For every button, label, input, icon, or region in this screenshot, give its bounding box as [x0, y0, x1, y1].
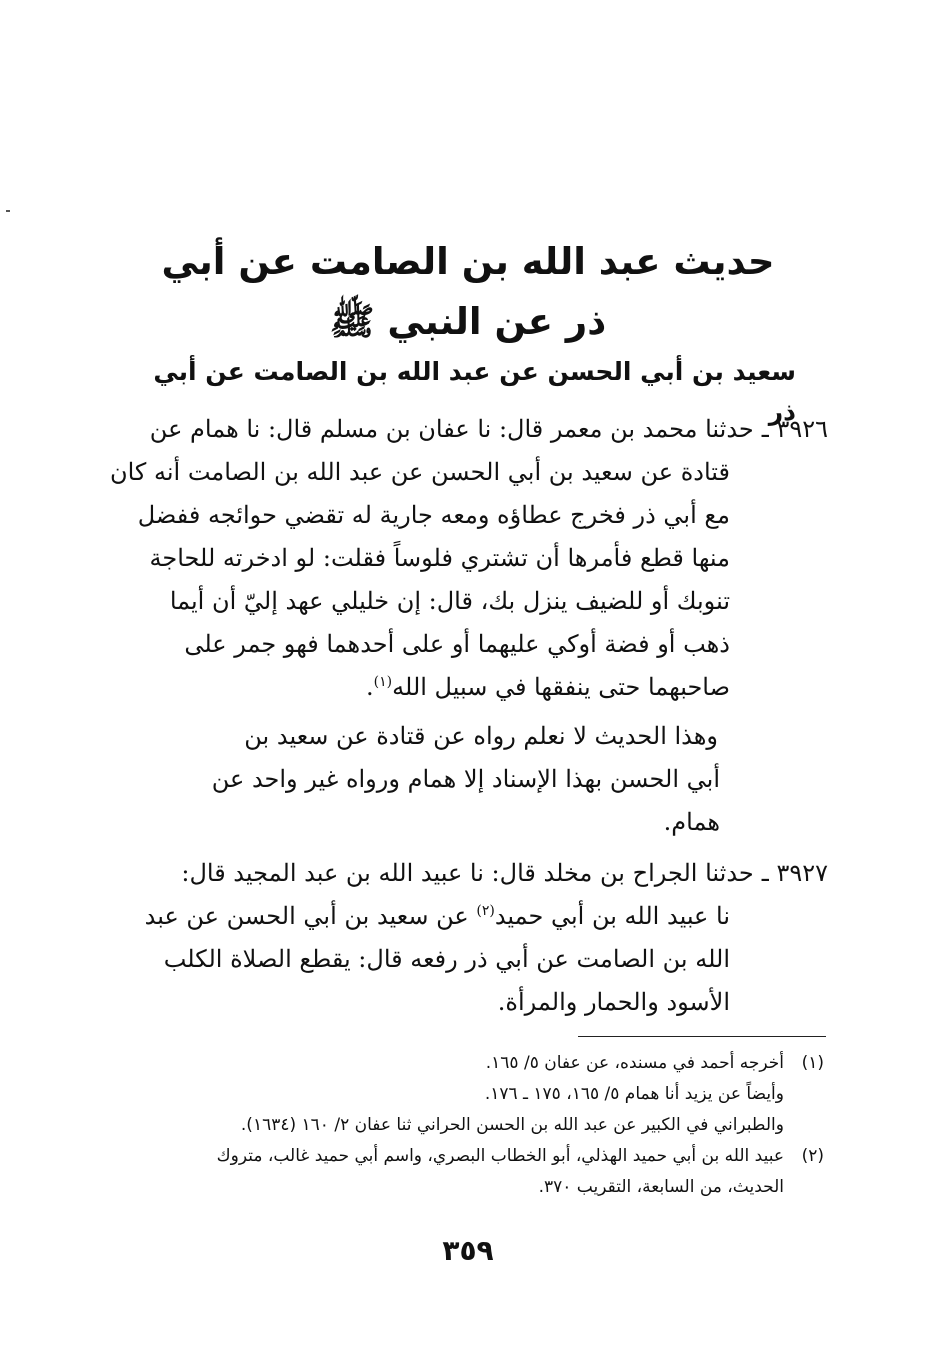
hadith-line-1	[118, 852, 828, 895]
section-title: سعيد بن أبي الحسن عن عبد الله بن الصامت عن أبي ذر	[153, 357, 796, 426]
hadith-line-2: قتادة عن سعيد بن أبي الحسن عن عبد الله بن الصامت أنه كان	[109, 458, 730, 486]
footnotes	[100, 1048, 824, 1203]
hadith-number: ٣٩٢٦ ـ	[761, 415, 828, 443]
hadith-text: عن سعيد بن أبي الحسن عن عبد	[144, 902, 477, 930]
hadith-text: حدثنا الجراح بن مخلد قال: نا عبيد الله بن عبد المجيد قال:	[181, 859, 754, 887]
hadith-line-5: تنوبك أو للضيف ينزل بك، قال: إن خليلي عهد إليّ أن أيما	[169, 587, 730, 615]
commentary-line-2: أبي الحسن بهذا الإسناد إلا همام ورواه غير واحد عن	[211, 765, 720, 793]
chapter-title: حديث عبد الله بن الصامت عن أبي ذر عن النبي ﷺ	[161, 240, 775, 343]
page-number: ٣٥٩	[442, 1234, 494, 1267]
hadith-text: صاحبهما حتى ينفقها في سبيل الله	[392, 673, 730, 701]
hadith-3926	[109, 408, 828, 709]
footnote-ref-2[interactable]: (٢)	[476, 903, 495, 919]
line-end-punct: .	[366, 673, 374, 701]
hadith-line-7	[118, 666, 828, 709]
footnote-text: عبيد الله بن أبي حميد الهذلي، أبو الخطاب البصري، واسم أبي حميد غالب، متروك	[216, 1146, 784, 1166]
footnote-1	[100, 1048, 824, 1079]
footnote-2-line-2: الحديث، من السابعة، التقريب ٣٧٠.	[538, 1177, 784, 1197]
footnote-divider	[578, 1036, 826, 1037]
hadith-line-3: مع أبي ذر فخرج عطاؤه ومعه جارية له تقضي حوائجه ففضل	[137, 501, 730, 529]
commentary-line-3: همام.	[663, 808, 720, 836]
footnote-text: أخرجه أحمد في مسنده، عن عفان ٥/ ١٦٥.	[485, 1053, 784, 1073]
hadith-line-2	[118, 895, 828, 938]
footnote-1-line-2: وأيضاً عن يزيد أنا همام ٥/ ١٦٥، ١٧٥ ـ ١٧٦.	[484, 1084, 784, 1104]
hadith-line-4: الأسود والحمار والمرأة.	[497, 988, 730, 1016]
hadith-text: نا عبيد الله بن أبي حميد	[494, 902, 730, 930]
footnote-ref-1[interactable]: (١)	[373, 674, 393, 690]
commentary-line-1: وهذا الحديث لا نعلم رواه عن قتادة عن سعيد بن	[244, 722, 718, 750]
footnote-1-line-3: والطبراني في الكبير عن عبد الله بن الحسن الحراني ثنا عفان ٢/ ١٦٠ (١٦٣٤).	[240, 1115, 784, 1135]
hadith-line-3: الله بن الصامت عن أبي ذر رفعه قال: يقطع الصلاة الكلب	[163, 945, 730, 973]
hadith-3927	[118, 852, 828, 1024]
footnote-2	[100, 1141, 824, 1172]
hadith-line-1	[118, 408, 828, 451]
hadith-line-4: منها قطع فأمرها أن تشتري فلوساً فقلت: لو ادخرته للحاجة	[149, 544, 730, 572]
scan-edge-mark	[6, 210, 10, 212]
footnote-marker: (٢)	[801, 1146, 824, 1166]
commentary-paragraph	[118, 715, 818, 844]
footnote-marker: (١)	[801, 1053, 824, 1073]
hadith-line-6: ذهب أو فضة أوكي عليهما أو على أحدهما فهو جمر على	[184, 630, 730, 658]
hadith-text: حدثنا محمد بن معمر قال: نا عفان بن مسلم قال: نا همام عن	[149, 415, 754, 443]
hadith-number: ٣٩٢٧ ـ	[761, 859, 828, 887]
